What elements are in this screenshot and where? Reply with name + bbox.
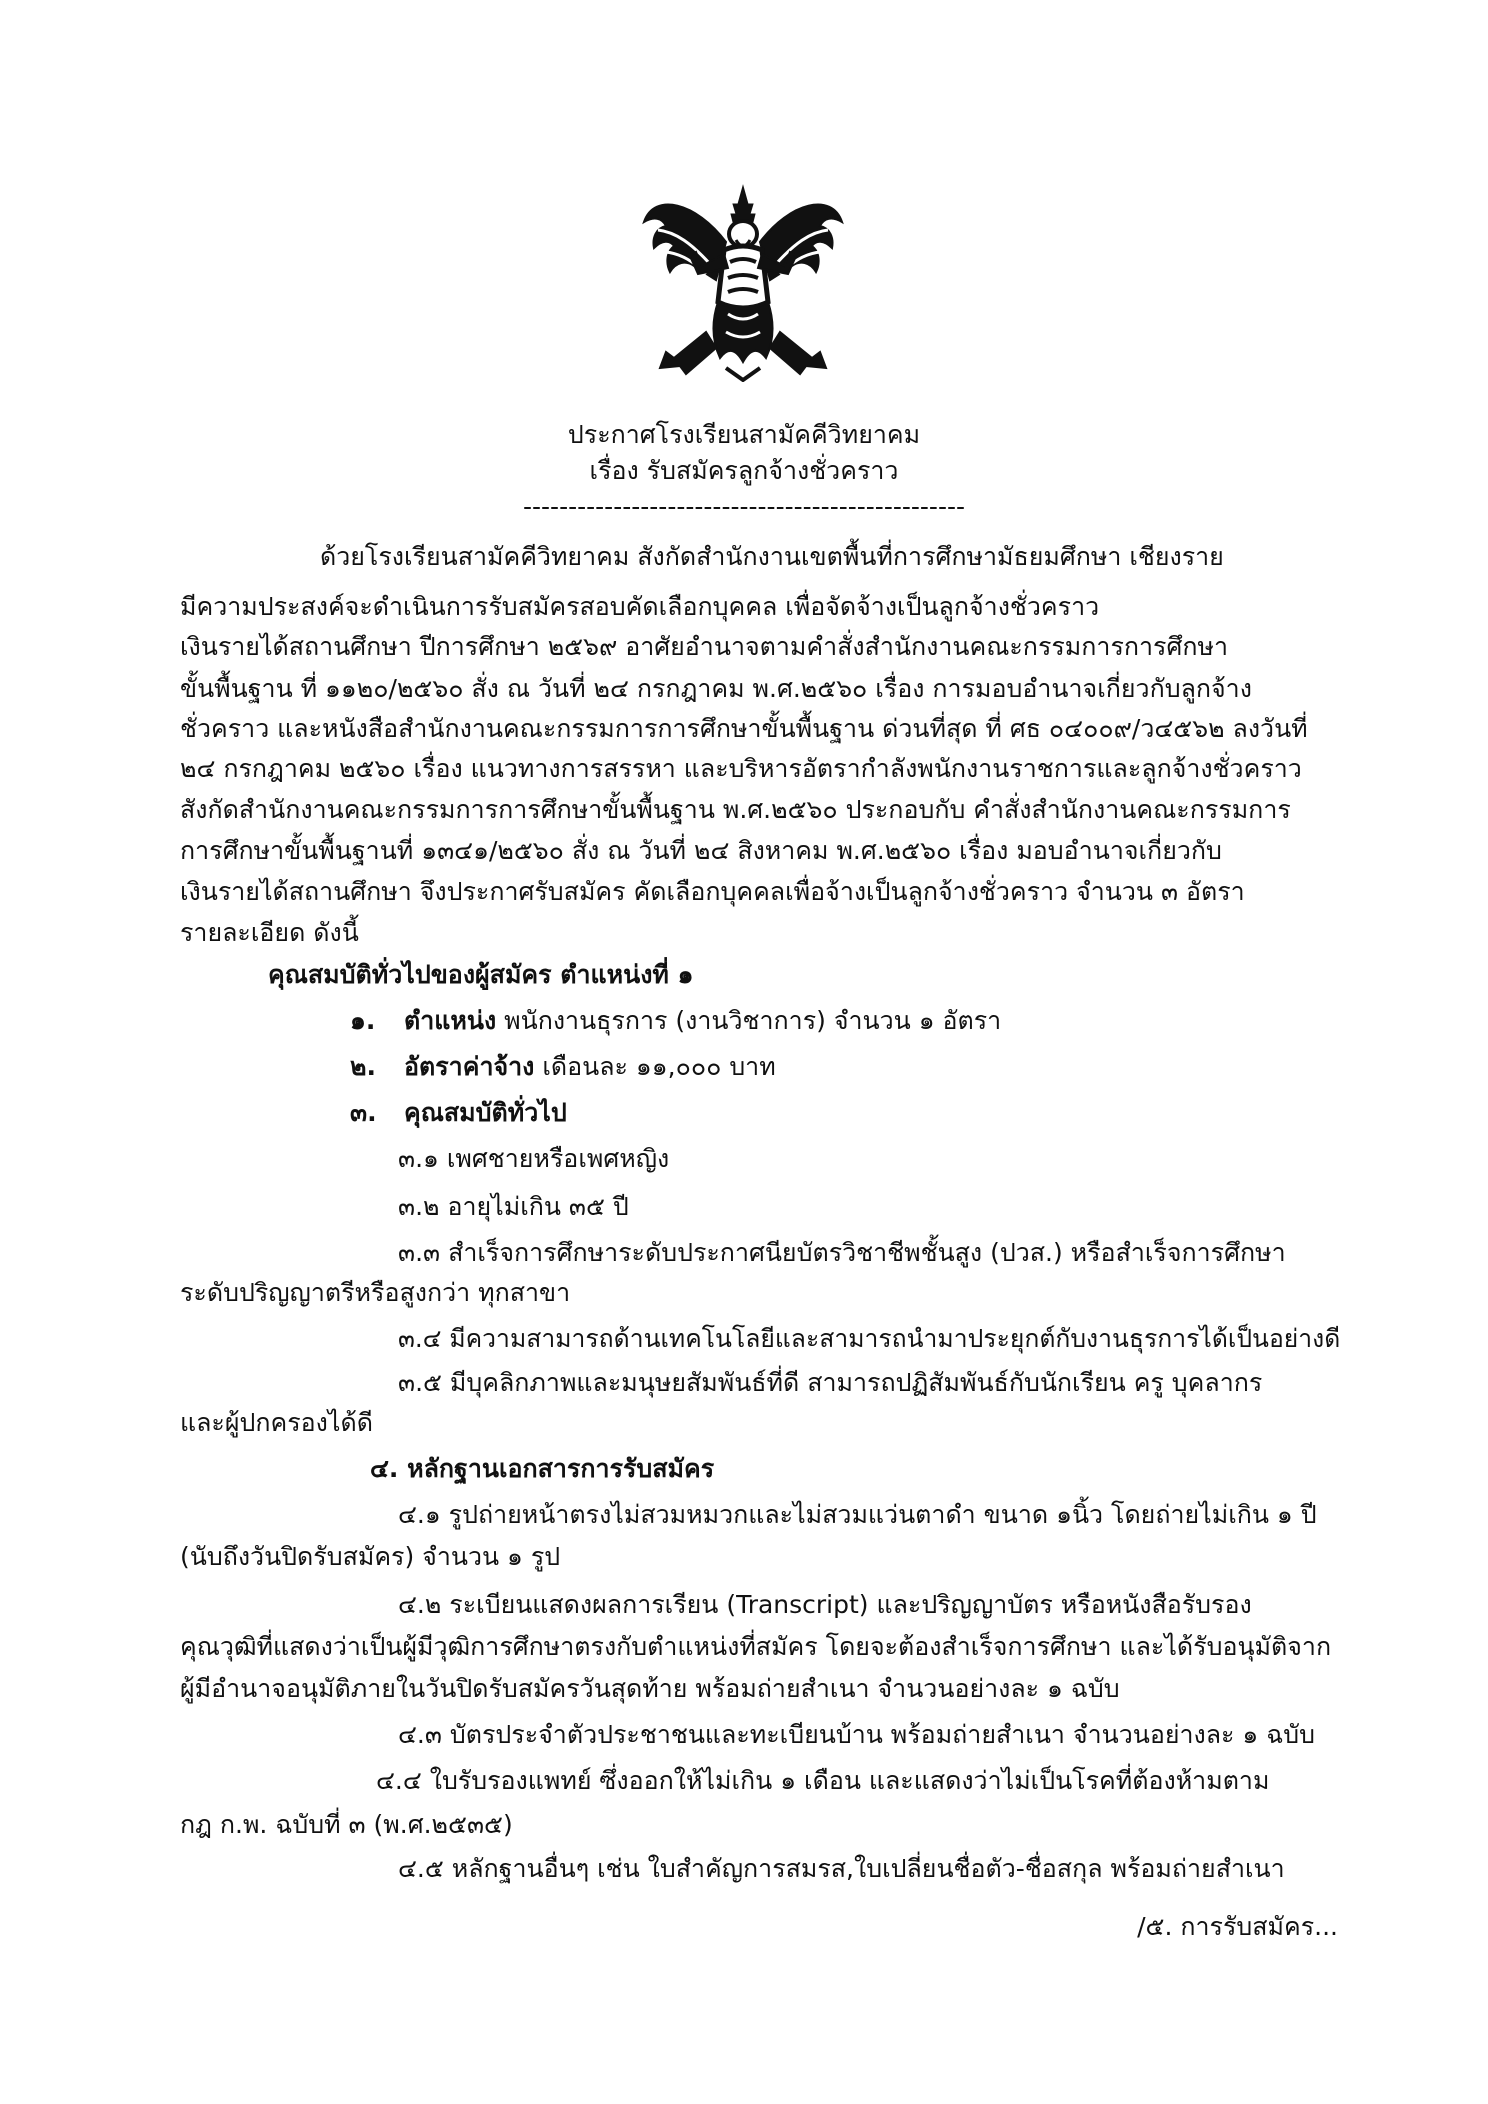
intro-line-9: เงินรายได้สถานศึกษา จึงประกาศรับสมัคร คัดเลือกบุคคลเพื่อจ้างเป็นลูกจ้างชั่วคราว จำนวน ๓ อัตรา	[180, 877, 1245, 906]
item-3-label: คุณสมบัติทั่วไป	[404, 1098, 567, 1127]
item-2-number: ๒.	[350, 1052, 376, 1081]
continued-marker: /๕. การรับสมัคร...	[1137, 1912, 1338, 1941]
item-3-number: ๓.	[350, 1098, 377, 1127]
document-4-5: ๔.๕ หลักฐานอื่นๆ เช่น ใบสำคัญการสมรส,ใบเปลี่ยนชื่อตัว-ชื่อสกุล พร้อมถ่ายสำเนา	[398, 1854, 1285, 1883]
document-4-1: ๔.๑ รูปถ่ายหน้าตรงไม่สวมหมวกและไม่สวมแว่นตาดำ ขนาด ๑นิ้ว โดยถ่ายไม่เกิน ๑ ปี	[398, 1500, 1317, 1529]
documents-heading: ๔. หลักฐานเอกสารการรับสมัคร	[370, 1454, 715, 1483]
qualification-3-4: ๓.๔ มีความสามารถด้านเทคโนโลยีและสามารถนำมาประยุกต์กับงานธุรการได้เป็นอย่างดี	[398, 1324, 1341, 1353]
document-4-2-cont-2: ผู้มีอำนาจอนุมัติภายในวันปิดรับสมัครวันสุดท้าย พร้อมถ่ายสำเนา จำนวนอย่างละ ๑ ฉบับ	[180, 1674, 1120, 1703]
item-wage	[350, 1050, 776, 1084]
section-heading: คุณสมบัติทั่วไปของผู้สมัคร ตำแหน่งที่ ๑	[268, 960, 694, 989]
item-1-number: ๑.	[350, 1006, 376, 1035]
item-qualifications	[350, 1096, 567, 1130]
document-4-1-cont: (นับถึงวันปิดรับสมัคร) จำนวน ๑ รูป	[180, 1542, 561, 1571]
qualification-3-5-cont: และผู้ปกครองได้ดี	[180, 1408, 373, 1437]
item-position	[350, 1004, 1001, 1038]
document-4-3: ๔.๓ บัตรประจำตัวประชาชนและทะเบียนบ้าน พร้อมถ่ายสำเนา จำนวนอย่างละ ๑ ฉบับ	[398, 1720, 1316, 1749]
intro-line-4: ขั้นพื้นฐาน ที่ ๑๑๒๐/๒๕๖๐ สั่ง ณ วันที่ ๒๔ กรกฎาคม พ.ศ.๒๕๖๐ เรื่อง การมอบอำนาจเกี่ยวกับลูกจ้าง	[180, 674, 1252, 703]
intro-line-2: มีความประสงค์จะดำเนินการรับสมัครสอบคัดเลือกบุคคล เพื่อจัดจ้างเป็นลูกจ้างชั่วคราว	[180, 592, 1100, 621]
document-4-2-cont-1: คุณวุฒิที่แสดงว่าเป็นผู้มีวุฒิการศึกษาตรงกับตำแหน่งที่สมัคร โดยจะต้องสำเร็จการศึกษา และได้รับอนุมัติจาก	[180, 1632, 1332, 1661]
intro-line-7: สังกัดสำนักงานคณะกรรมการการศึกษาขั้นพื้นฐาน พ.ศ.๒๕๖๐ ประกอบกับ คำสั่งสำนักงานคณะกรรมการ	[180, 795, 1291, 824]
document-4-2: ๔.๒ ระเบียนแสดงผลการเรียน (Transcript) และปริญญาบัตร หรือหนังสือรับรอง	[398, 1590, 1252, 1619]
qualification-3-3: ๓.๓ สำเร็จการศึกษาระดับประกาศนียบัตรวิชาชีพชั้นสูง (ปวส.) หรือสำเร็จการศึกษา	[398, 1238, 1286, 1267]
header-separator: -------------------------------------------------	[522, 492, 966, 521]
document-4-4-cont: กฎ ก.พ. ฉบับที่ ๓ (พ.ศ.๒๕๓๕)	[180, 1810, 513, 1839]
announcement-title: ประกาศโรงเรียนสามัคคีวิทยาคม	[567, 420, 921, 449]
intro-line-5: ชั่วคราว และหนังสือสำนักงานคณะกรรมการการศึกษาขั้นพื้นฐาน ด่วนที่สุด ที่ ศธ ๐๔๐๐๙/ว๔๕๖๒ ลงวันที่	[180, 714, 1308, 743]
document-4-4: ๔.๔ ใบรับรองแพทย์ ซึ่งออกให้ไม่เกิน ๑ เดือน และแสดงว่าไม่เป็นโรคที่ต้องห้ามตาม	[376, 1766, 1270, 1795]
intro-line-1: ด้วยโรงเรียนสามัคคีวิทยาคม สังกัดสำนักงานเขตพื้นที่การศึกษามัธยมศึกษา เชียงราย	[320, 542, 1224, 571]
intro-line-8: การศึกษาขั้นพื้นฐานที่ ๑๓๔๑/๒๕๖๐ สั่ง ณ วันที่ ๒๔ สิงหาคม พ.ศ.๒๕๖๐ เรื่อง มอบอำนาจเกี่ยวกับ	[180, 836, 1222, 865]
qualification-3-5: ๓.๕ มีบุคลิกภาพและมนุษยสัมพันธ์ที่ดี สามารถปฏิสัมพันธ์กับนักเรียน ครู บุคลากร	[398, 1368, 1263, 1397]
garuda-emblem-icon	[636, 182, 850, 382]
qualification-3-1: ๓.๑ เพศชายหรือเพศหญิง	[398, 1144, 670, 1173]
intro-line-3: เงินรายได้สถานศึกษา ปีการศึกษา ๒๕๖๙ อาศัยอำนาจตามคำสั่งสำนักงานคณะกรรมการการศึกษา	[180, 632, 1229, 661]
announcement-subject: เรื่อง รับสมัครลูกจ้างชั่วคราว	[589, 456, 899, 485]
item-1-label: ตำแหน่ง	[404, 1006, 497, 1035]
qualification-3-3-cont: ระดับปริญญาตรีหรือสูงกว่า ทุกสาขา	[180, 1278, 571, 1307]
item-2-label: อัตราค่าจ้าง	[404, 1052, 535, 1081]
intro-line-6: ๒๔ กรกฎาคม ๒๕๖๐ เรื่อง แนวทางการสรรหา และบริหารอัตรากำลังพนักงานราชการและลูกจ้างชั่วคราว	[180, 754, 1302, 783]
intro-line-10: รายละเอียด ดังนี้	[180, 918, 359, 947]
item-2-text: เดือนละ ๑๑,๐๐๐ บาท	[542, 1052, 776, 1081]
item-1-text: พนักงานธุรการ (งานวิชาการ) จำนวน ๑ อัตรา	[504, 1006, 1002, 1035]
qualification-3-2: ๓.๒ อายุไม่เกิน ๓๕ ปี	[398, 1192, 629, 1221]
